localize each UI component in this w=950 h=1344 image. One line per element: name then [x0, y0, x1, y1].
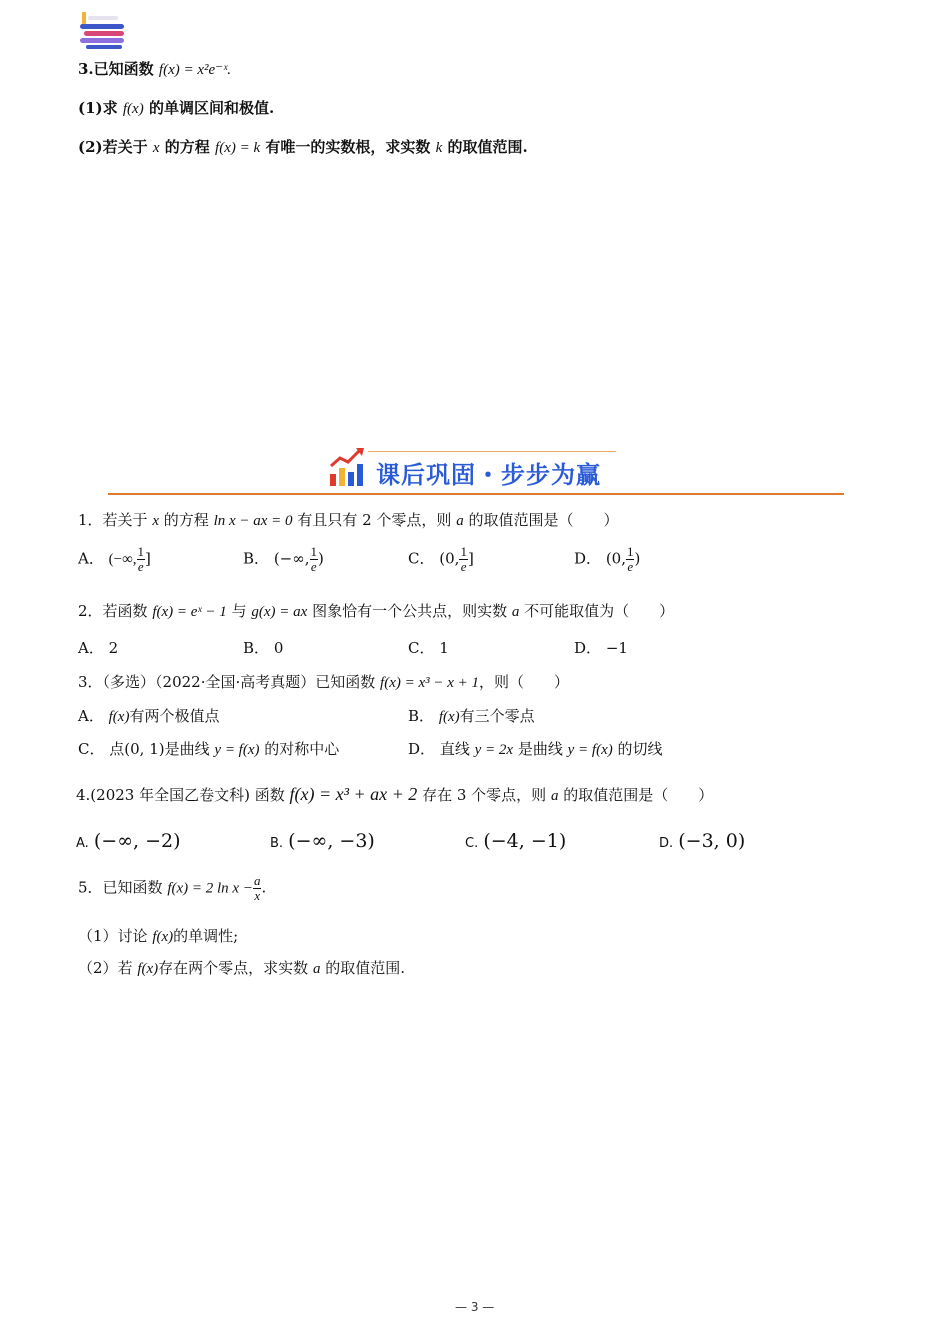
q2-option-a[interactable]: [78, 637, 118, 658]
q5-part2-post: 的取值范围.: [325, 959, 406, 977]
q5-part2: [78, 957, 405, 978]
q1-option-a-num: 1: [137, 544, 145, 559]
q4-option-a-value: (−∞, −2): [93, 830, 181, 852]
q3-function: f(x) = x²e⁻ˣ.: [158, 62, 232, 78]
q1-option-a-post: ]: [145, 549, 151, 568]
q4-option-d-value: (−3, 0): [678, 830, 746, 852]
q4-stem: [76, 784, 713, 805]
q5-stem-num: a: [253, 873, 261, 888]
q4-option-b[interactable]: [270, 830, 375, 852]
q3b-option-b-text: 有三个零点: [459, 707, 535, 725]
q1-option-b-pre: (−∞,: [273, 549, 310, 568]
q3b-option-c-mid: 是曲线: [164, 740, 210, 758]
q1-option-c-num: 1: [460, 544, 467, 559]
q3b-option-d-curve: y = f(x): [567, 742, 613, 758]
q1-option-b-post: ): [318, 549, 324, 568]
q4-stem-prefix: 4.(2023 年全国乙卷文科) 函数: [76, 786, 285, 804]
q3b-option-d[interactable]: [408, 738, 663, 759]
q4-option-a[interactable]: [76, 830, 181, 852]
q3b-option-c-pre: 点: [109, 740, 125, 758]
q1-option-d-post: ): [634, 549, 641, 568]
q2-stem-end: 不可能取值为（ ）: [524, 602, 675, 620]
q4-stem-f: f(x) = x³ + ax + 2: [289, 784, 418, 804]
q1-stem-equation: ln x − ax = 0: [213, 513, 293, 529]
q1-option-b-label: B．: [243, 549, 270, 568]
q2-option-b[interactable]: [243, 637, 283, 658]
q3b-option-c-point: (0, 1): [124, 740, 165, 758]
banner-title: 课后巩固・步步为赢: [376, 461, 601, 489]
q1-stem-a: a: [456, 513, 464, 529]
q2-option-a-label: A．: [78, 639, 104, 657]
q2-option-c[interactable]: [408, 637, 449, 658]
q5-stem-prefix: 5．已知函数: [78, 878, 163, 897]
q1-option-b-num: 1: [310, 544, 317, 559]
q4-option-b-value: (−∞, −3): [288, 830, 375, 852]
q3-part1-text: 的单调区间和极值.: [148, 99, 275, 117]
q1-option-d-num: 1: [626, 544, 634, 559]
q2-stem-g: g(x) = ax: [251, 604, 308, 620]
q3-title-line: [78, 58, 231, 79]
q1-option-b-fraction: [310, 545, 319, 574]
q2-stem: [78, 600, 674, 621]
bar-chart-icon: [328, 446, 368, 488]
page-number: — 3 —: [455, 1300, 495, 1314]
banner-bottom-rule: [108, 493, 844, 495]
q1-option-d-label: D．: [574, 549, 602, 568]
q2-option-a-value: 2: [108, 639, 119, 657]
q3b-option-d-post: 的切线: [617, 740, 663, 758]
q2-stem-prefix: 2．若函数: [78, 602, 148, 620]
q3b-option-c-curve: y = f(x): [214, 742, 260, 758]
q1-stem-end: 的取值范围是（ ）: [468, 511, 619, 529]
q2-stem-post: 图象恰有一个公共点，则实数: [312, 602, 508, 620]
q2-option-d-label: D．: [574, 639, 602, 657]
q3b-option-d-label: D．: [408, 740, 436, 758]
q4-option-a-label: A.: [76, 836, 89, 851]
q5-part2-f: f(x): [137, 961, 159, 977]
q5-part2-a: a: [312, 961, 321, 977]
q2-stem-f: f(x) = eˣ − 1: [152, 604, 227, 620]
q1-option-a-fraction: [137, 545, 146, 574]
q1-stem-post: 有且只有 2 个零点，则: [297, 511, 452, 529]
q3b-option-c[interactable]: [78, 738, 339, 759]
q4-option-c-label: C.: [465, 836, 479, 851]
q3-part2-mid: 的方程: [164, 138, 210, 156]
q5-part1: [78, 925, 238, 946]
q2-option-d-value: −1: [605, 639, 628, 657]
q4-option-b-label: B.: [270, 836, 284, 851]
q3b-option-c-post: 的对称中心: [264, 740, 340, 758]
q3b-option-b-f: f(x): [438, 709, 460, 725]
q2-stem-a: a: [511, 604, 520, 620]
q3b-option-a-label: A．: [78, 707, 104, 725]
q1-option-a-pre: (−∞,: [108, 551, 137, 568]
q3b-option-c-label: C．: [78, 740, 105, 758]
q3b-option-d-line: y = 2x: [474, 742, 514, 758]
q1-option-a[interactable]: [78, 545, 151, 574]
q3-part2-post: 的取值范围.: [447, 138, 528, 156]
q5-stem-den: x: [254, 888, 261, 903]
q4-option-d-label: D.: [659, 836, 674, 851]
q3-part2-eq: f(x) = k: [215, 140, 261, 156]
q1-option-d[interactable]: [574, 545, 640, 574]
q2-stem-mid: 与: [231, 602, 247, 620]
book-stack-icon: [78, 8, 128, 50]
q3b-stem-end: ，则（ ）: [479, 673, 570, 691]
q5-stem: [78, 874, 266, 903]
q3-part2: [78, 136, 528, 157]
q4-option-c[interactable]: [465, 830, 566, 852]
q1-option-c-den: e: [460, 559, 467, 574]
q2-option-b-label: B．: [243, 639, 270, 657]
q3-part2-mid2: 有唯一的实数根，求实数: [265, 138, 431, 156]
q1-stem: [78, 509, 619, 530]
q2-option-b-value: 0: [273, 639, 284, 657]
q5-part2-prefix: （2）若: [78, 959, 133, 977]
q1-option-c-label: C．: [408, 549, 435, 568]
q1-stem-mid: 的方程: [163, 511, 209, 529]
q3-part1-prefix: (1)求: [78, 99, 118, 117]
q3-part2-prefix: (2)若关于: [78, 138, 148, 156]
q5-stem-f: f(x) = 2 ln x −: [167, 880, 253, 897]
q3b-option-b-label: B．: [408, 707, 435, 725]
q5-stem-end: .: [261, 878, 267, 897]
q1-option-c-pre: (0,: [439, 549, 460, 568]
q3b-option-a-text: 有两个极值点: [129, 707, 220, 725]
q5-part1-prefix: （1）讨论: [78, 927, 148, 945]
q3b-option-a[interactable]: [78, 705, 219, 726]
q1-option-c-fraction: [459, 545, 468, 574]
q1-option-b-den: e: [310, 559, 317, 574]
q3b-stem: [78, 671, 569, 692]
q5-part1-f: f(x): [152, 929, 174, 945]
q3-part1-func: f(x): [122, 101, 144, 117]
q3b-option-d-mid: 是曲线: [517, 740, 563, 758]
q2-option-d[interactable]: [574, 637, 628, 658]
q4-option-c-value: (−4, −1): [483, 830, 567, 852]
q3b-stem-f: f(x) = x³ − x + 1: [380, 675, 480, 691]
q1-option-c[interactable]: [408, 545, 474, 574]
q1-option-d-den: e: [627, 559, 634, 574]
q3-part2-k: k: [435, 140, 443, 156]
q3-part2-x: x: [152, 140, 160, 156]
q2-option-c-label: C．: [408, 639, 435, 657]
banner-top-rule: [368, 451, 616, 452]
q1-option-c-post: ]: [467, 549, 474, 568]
q2-option-c-value: 1: [439, 639, 449, 657]
q1-option-a-label: A．: [78, 549, 104, 568]
q3-title: 3.已知函数: [78, 60, 154, 78]
q3b-option-b[interactable]: [408, 705, 535, 726]
q3-part1: [78, 97, 274, 118]
q4-stem-a: a: [550, 788, 559, 804]
q3b-option-a-f: f(x): [108, 709, 130, 725]
q1-option-b[interactable]: [243, 545, 324, 574]
q4-option-d[interactable]: [659, 830, 745, 852]
q4-stem-mid: 存在 3 个零点，则: [422, 786, 547, 804]
q3b-option-d-pre: 直线: [439, 740, 470, 758]
q1-option-a-den: e: [137, 559, 144, 574]
q1-option-d-pre: (0,: [605, 549, 626, 568]
q1-stem-x: x: [152, 513, 159, 529]
q5-part2-mid: 存在两个零点，求实数: [158, 959, 309, 977]
q5-part1-post: 的单调性;: [173, 927, 239, 945]
q4-stem-end: 的取值范围是（ ）: [563, 786, 714, 804]
q1-stem-prefix: 1．若关于: [78, 511, 148, 529]
q3b-stem-prefix: 3．（多选）（2022·全国·高考真题）已知函数: [78, 673, 376, 691]
